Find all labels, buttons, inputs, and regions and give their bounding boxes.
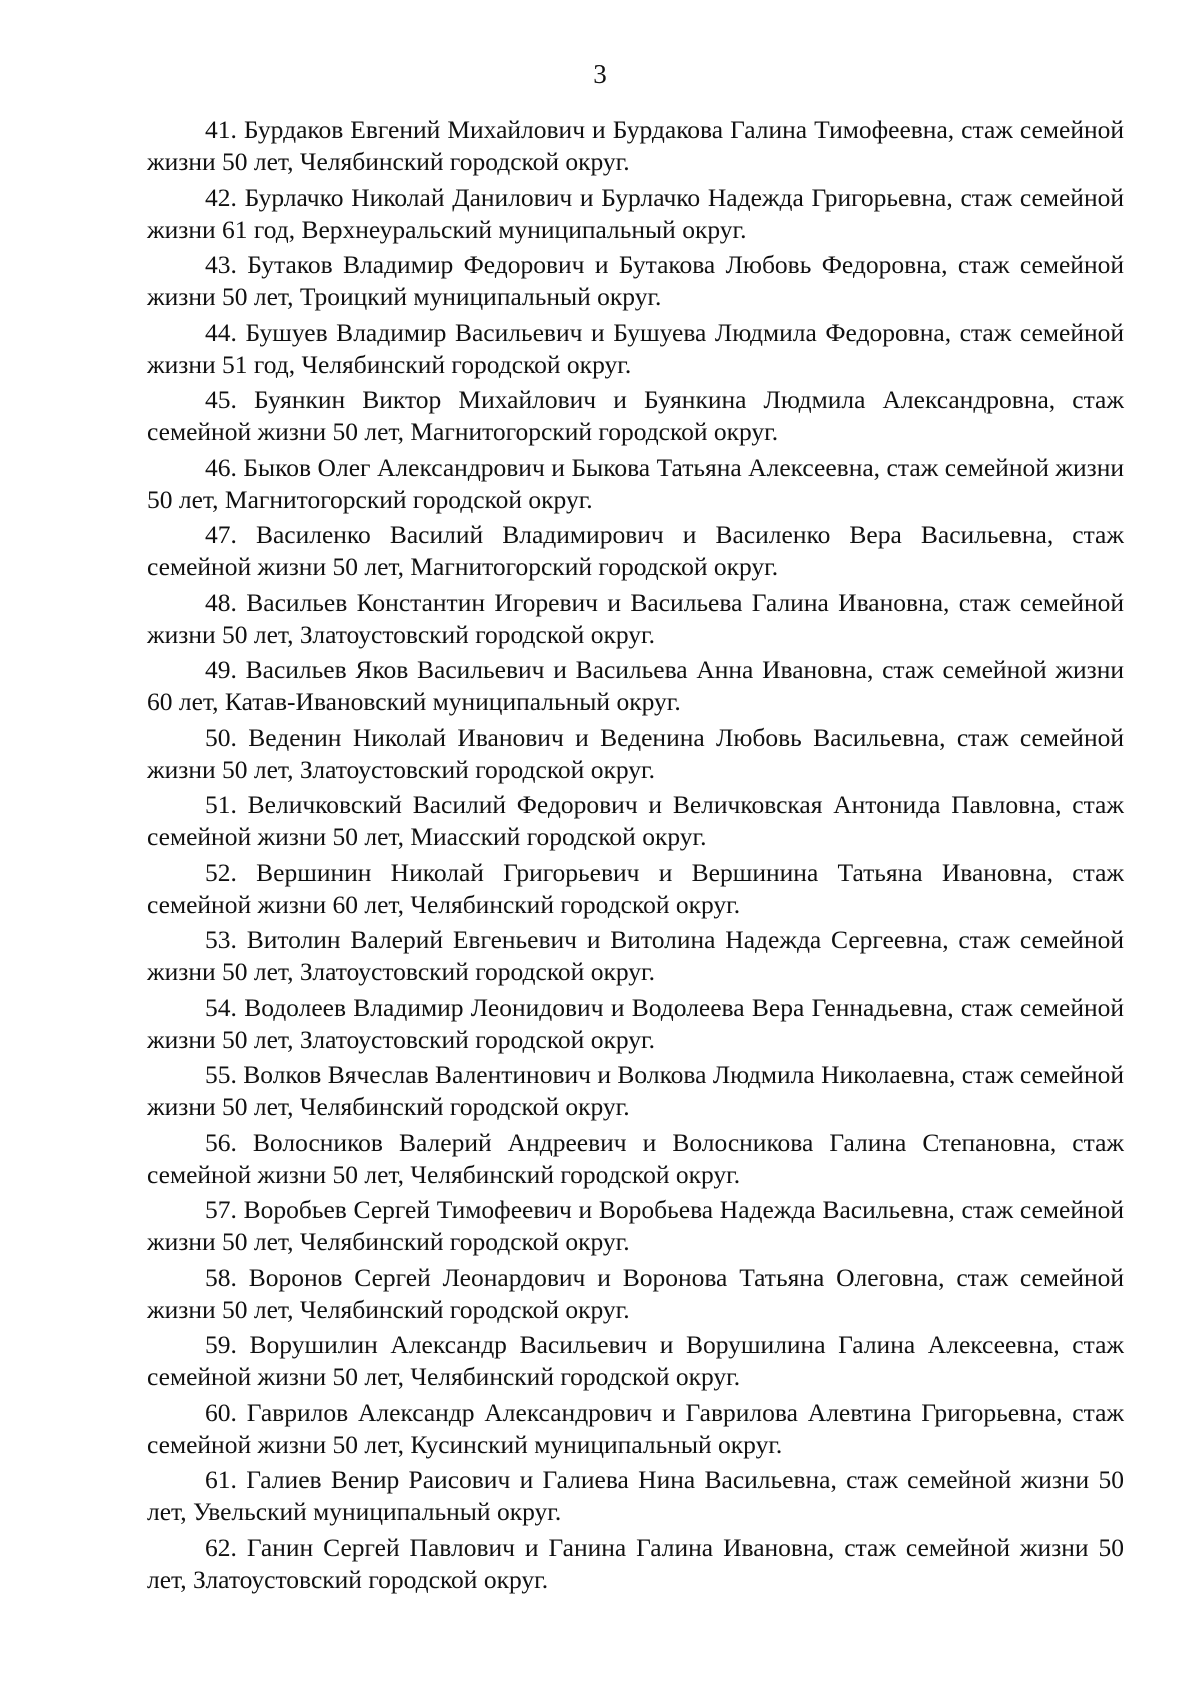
entry-number: 54. (205, 992, 237, 1022)
list-item (147, 182, 1124, 246)
entry-number: 58. (205, 1262, 237, 1292)
entry-text: Воробьев Сергей Тимофеевич и Воробьева Надежда Васильевна, стаж семейной жизни 50 лет, Челябинский городской округ. (147, 1195, 1125, 1256)
entry-number: 50. (205, 722, 237, 752)
list-item (147, 519, 1124, 583)
entry-text: Волосников Валерий Андреевич и Волосникова Галина Степановна, стаж семейной жизни 50 лет, Челябинский городской округ. (147, 1127, 1125, 1189)
list-item (147, 1127, 1124, 1191)
entry-text: Воронов Сергей Леонардович и Воронова Татьяна Олеговна, стаж семейной жизни 50 лет, Челябинский городской округ. (147, 1262, 1125, 1324)
entry-number: 43. (205, 250, 237, 279)
entry-number: 48. (205, 587, 237, 617)
entry-number: 61. (205, 1465, 237, 1494)
entry-text: Величковский Василий Федорович и Величковская Антонида Павловна, стаж семейной жизни 50 лет, Миасский городской округ. (147, 790, 1124, 851)
entry-text: Гаврилов Александр Александрович и Гаврилова Алевтина Григорьевна, стаж семейной жизни 50 лет, Кусинский муниципальный округ. (147, 1397, 1125, 1459)
list-item (147, 722, 1124, 786)
entry-list (147, 114, 1124, 1599)
entry-text: Бушуев Владимир Васильевич и Бушуева Людмила Федоровна, стаж семейной жизни 51 год, Челябинский городской округ. (147, 317, 1125, 379)
entry-text: Галиев Венир Раисович и Галиева Нина Васильевна, стаж семейной жизни 50 лет, Увельский муниципальный округ. (147, 1465, 1124, 1526)
entry-text: Василенко Василий Владимирович и Василенко Вера Васильевна, стаж семейной жизни 50 лет, Магнитогорский городской округ. (147, 520, 1124, 581)
entry-number: 47. (205, 520, 237, 549)
entry-text: Витолин Валерий Евгеньевич и Витолина Надежда Сергеевна, стаж семейной жизни 50 лет, Златоустовский городской округ. (147, 925, 1124, 986)
entry-text: Васильев Яков Васильевич и Васильева Анна Ивановна, стаж семейной жизни 60 лет, Катав-Ивановский муниципальный округ. (147, 655, 1124, 716)
list-item (147, 1262, 1124, 1326)
entry-number: 60. (205, 1397, 237, 1427)
list-item (147, 1464, 1124, 1528)
entry-text: Водолеев Владимир Леонидович и Водолеева Вера Геннадьевна, стаж семейной жизни 50 лет, Златоустовский городской округ. (147, 992, 1125, 1054)
entry-text: Буянкин Виктор Михайлович и Буянкина Людмила Александровна, стаж семейной жизни 50 лет, Магнитогорский городской округ. (147, 385, 1124, 446)
entry-text: Быков Олег Александрович и Быкова Татьяна Алексеевна, стаж семейной жизни 50 лет, Магнитогорский городской округ. (147, 452, 1125, 514)
list-item (147, 452, 1124, 516)
entry-text: Ганин Сергей Павлович и Ганина Галина Ивановна, стаж семейной жизни 50 лет, Златоустовский городской округ. (147, 1532, 1124, 1594)
list-item (147, 789, 1124, 853)
entry-text: Бурдаков Евгений Михайлович и Бурдакова Галина Тимофеевна, стаж семейной жизни 50 лет, Челябинский городской округ. (147, 115, 1125, 176)
entry-number: 46. (205, 452, 237, 482)
list-item (147, 317, 1124, 381)
entry-text: Бутаков Владимир Федорович и Бутакова Любовь Федоровна, стаж семейной жизни 50 лет, Троицкий муниципальный округ. (147, 250, 1124, 311)
entry-number: 56. (205, 1127, 237, 1157)
list-item (147, 1397, 1124, 1461)
list-item (147, 857, 1124, 921)
list-item (147, 1194, 1124, 1258)
entry-number: 53. (205, 925, 237, 954)
page-number: 3 (593, 59, 607, 89)
entry-number: 41. (205, 115, 237, 144)
list-item (147, 1059, 1124, 1123)
entry-number: 49. (205, 655, 237, 684)
entry-text: Бурлачко Николай Данилович и Бурлачко Надежда Григорьевна, стаж семейной жизни 61 год, Верхнеуральский муниципальный округ. (147, 182, 1125, 244)
entry-number: 52. (205, 857, 237, 887)
list-item (147, 384, 1124, 448)
entry-number: 59. (205, 1330, 237, 1359)
entry-number: 62. (205, 1532, 237, 1562)
entry-text: Вершинин Николай Григорьевич и Вершинина Татьяна Ивановна, стаж семейной жизни 60 лет, Челябинский городской округ. (147, 857, 1124, 919)
list-item (147, 992, 1124, 1056)
entry-number: 42. (205, 182, 237, 212)
entry-number: 51. (205, 790, 237, 819)
list-item (147, 114, 1124, 178)
list-item (147, 1329, 1124, 1393)
list-item (147, 249, 1124, 313)
list-item (147, 587, 1124, 651)
entry-text: Веденин Николай Иванович и Веденина Любовь Васильевна, стаж семейной жизни 50 лет, Златоустовский городской округ. (147, 722, 1124, 784)
entry-number: 55. (205, 1060, 237, 1089)
list-item (147, 924, 1124, 988)
entry-text: Васильев Константин Игоревич и Васильева Галина Ивановна, стаж семейной жизни 50 лет, Златоустовский городской округ. (147, 587, 1125, 649)
entry-text: Волков Вячеслав Валентинович и Волкова Людмила Николаевна, стаж семейной жизни 50 лет, Челябинский городской округ. (147, 1060, 1124, 1121)
entry-number: 57. (205, 1195, 237, 1224)
entry-text: Ворушилин Александр Васильевич и Ворушилина Галина Алексеевна, стаж семейной жизни 50 лет, Челябинский городской округ. (147, 1330, 1125, 1391)
entry-number: 44. (205, 317, 237, 347)
list-item (147, 654, 1124, 718)
list-item (147, 1532, 1124, 1596)
entry-number: 45. (205, 385, 237, 414)
